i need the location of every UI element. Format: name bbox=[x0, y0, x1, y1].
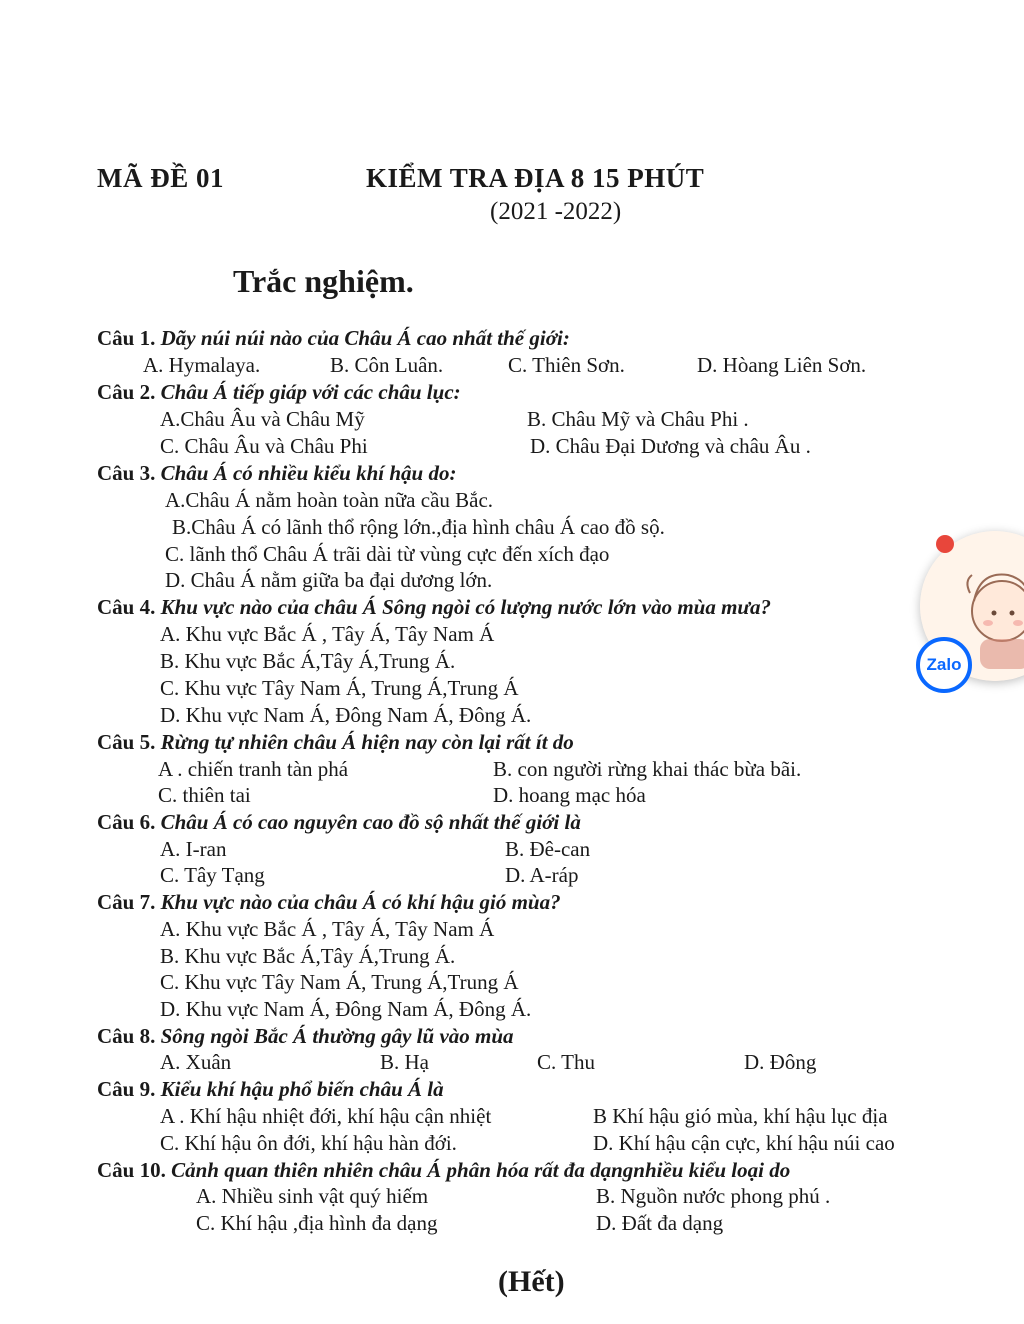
question-7 bbox=[97, 890, 561, 915]
q10-option-d: D. Đất đa dạng bbox=[596, 1211, 724, 1235]
q10-option-a: A. Nhiều sinh vật quý hiếm bbox=[196, 1184, 429, 1208]
question-1 bbox=[97, 326, 570, 351]
q2-option-a: A.Châu Âu và Châu Mỹ bbox=[160, 407, 365, 431]
question-label: Câu 8. bbox=[97, 1024, 156, 1048]
question-label: Câu 3. bbox=[97, 461, 156, 485]
q1-option-a: A. Hymalaya. bbox=[143, 353, 261, 377]
q8-option-a: A. Xuân bbox=[160, 1050, 232, 1074]
end-marker: (Hết) bbox=[498, 1265, 565, 1298]
q6-option-c: C. Tây Tạng bbox=[160, 863, 265, 887]
q10-option-b: B. Nguồn nước phong phú . bbox=[596, 1184, 831, 1208]
q5-option-c: C. thiên tai bbox=[158, 783, 251, 807]
q1-option-b: B. Côn Luân. bbox=[330, 353, 444, 377]
q4-option-d: D. Khu vực Nam Á, Đông Nam Á, Đông Á. bbox=[160, 703, 532, 727]
question-label: Câu 9. bbox=[97, 1077, 156, 1101]
question-6 bbox=[97, 810, 581, 835]
q4-option-b: B. Khu vực Bắc Á,Tây Á,Trung Á. bbox=[160, 649, 456, 673]
q3-option-d: D. Châu Á nằm giữa ba đại dương lớn. bbox=[165, 568, 493, 592]
zalo-logo-icon[interactable]: Zalo bbox=[916, 637, 972, 693]
exam-title: KIỂM TRA ĐỊA 8 15 PHÚT bbox=[366, 163, 705, 193]
q6-option-d: D. A-ráp bbox=[505, 863, 579, 887]
q3-option-c: C. lãnh thổ Châu Á trãi dài từ vùng cực đến xích đạo bbox=[165, 542, 610, 566]
q1-option-d: D. Hòang Liên Sơn. bbox=[697, 353, 867, 377]
q1-option-c: C. Thiên Sơn. bbox=[508, 353, 625, 377]
question-text: Châu Á có nhiều kiểu khí hậu do: bbox=[160, 461, 457, 485]
q9-option-d: D. Khí hậu cận cực, khí hậu núi cao bbox=[593, 1131, 895, 1155]
section-title: Trắc nghiệm. bbox=[233, 263, 414, 299]
q8-option-c: C. Thu bbox=[537, 1050, 595, 1074]
question-text: Cảnh quan thiên nhiên châu Á phân hóa rất đa dạngnhiều kiểu loại do bbox=[171, 1158, 791, 1182]
q4-option-c: C. Khu vực Tây Nam Á, Trung Á,Trung Á bbox=[160, 676, 519, 700]
q10-option-c: C. Khí hậu ,địa hình đa dạng bbox=[196, 1211, 438, 1235]
q4-option-a: A. Khu vực Bắc Á , Tây Á, Tây Nam Á bbox=[160, 622, 495, 646]
question-label: Câu 5. bbox=[97, 730, 156, 754]
question-text: Dãy núi núi nào của Châu Á cao nhất thế giới: bbox=[160, 326, 570, 350]
q9-option-a: A . Khí hậu nhiệt đới, khí hậu cận nhiệt bbox=[160, 1104, 492, 1128]
exam-year: (2021 -2022) bbox=[490, 198, 622, 225]
question-9 bbox=[97, 1077, 444, 1102]
notification-dot bbox=[936, 535, 954, 553]
exam-code: MÃ ĐỀ 01 bbox=[97, 163, 224, 193]
q8-option-b: B. Hạ bbox=[380, 1050, 429, 1074]
question-5 bbox=[97, 730, 574, 755]
q7-option-b: B. Khu vực Bắc Á,Tây Á,Trung Á. bbox=[160, 944, 456, 968]
q5-option-d: D. hoang mạc hóa bbox=[493, 783, 646, 807]
question-10 bbox=[97, 1158, 790, 1183]
question-2 bbox=[97, 380, 461, 405]
q5-option-b: B. con người rừng khai thác bừa bãi. bbox=[493, 757, 802, 781]
q8-option-d: D. Đông bbox=[744, 1050, 817, 1074]
question-text: Kiểu khí hậu phổ biến châu Á là bbox=[160, 1077, 444, 1101]
q6-option-b: B. Đê-can bbox=[505, 837, 591, 861]
question-label: Câu 7. bbox=[97, 890, 156, 914]
q2-option-b: B. Châu Mỹ và Châu Phi . bbox=[527, 407, 749, 431]
q5-option-a: A . chiến tranh tàn phá bbox=[158, 757, 349, 781]
question-8 bbox=[97, 1024, 514, 1049]
question-label: Câu 1. bbox=[97, 326, 156, 350]
q9-option-b: B Khí hậu gió mùa, khí hậu lục địa bbox=[593, 1104, 888, 1128]
q9-option-c: C. Khí hậu ôn đới, khí hậu hàn đới. bbox=[160, 1131, 457, 1155]
question-4 bbox=[97, 595, 771, 620]
question-text: Khu vực nào của châu Á có khí hậu gió mùa? bbox=[160, 890, 561, 914]
q3-option-a: A.Châu Á nằm hoàn toàn nữa cầu Bắc. bbox=[165, 488, 494, 512]
q7-option-c: C. Khu vực Tây Nam Á, Trung Á,Trung Á bbox=[160, 970, 519, 994]
question-label: Câu 2. bbox=[97, 380, 156, 404]
question-3 bbox=[97, 461, 456, 486]
zalo-chat-widget[interactable] bbox=[916, 527, 1024, 692]
question-label: Câu 4. bbox=[97, 595, 156, 619]
question-label: Câu 6. bbox=[97, 810, 156, 834]
q2-option-d: D. Châu Đại Dương và châu Âu . bbox=[530, 434, 811, 458]
question-text: Sông ngòi Bắc Á thường gây lũ vào mùa bbox=[160, 1024, 514, 1048]
q7-option-a: A. Khu vực Bắc Á , Tây Á, Tây Nam Á bbox=[160, 917, 495, 941]
question-text: Châu Á tiếp giáp với các châu lục: bbox=[160, 380, 461, 404]
q3-option-b: B.Châu Á có lãnh thổ rộng lớn.,địa hình châu Á cao đồ sộ. bbox=[172, 515, 665, 539]
question-text: Khu vực nào của châu Á Sông ngòi có lượng nước lớn vào mùa mưa? bbox=[160, 595, 772, 619]
q2-option-c: C. Châu Âu và Châu Phi bbox=[160, 434, 368, 458]
q6-option-a: A. I-ran bbox=[160, 837, 227, 861]
q7-option-d: D. Khu vực Nam Á, Đông Nam Á, Đông Á. bbox=[160, 997, 532, 1021]
question-text: Rừng tự nhiên châu Á hiện nay còn lại rất ít do bbox=[160, 730, 574, 754]
question-label: Câu 10. bbox=[97, 1158, 166, 1182]
question-text: Châu Á có cao nguyên cao đồ sộ nhất thế giới là bbox=[160, 810, 581, 834]
